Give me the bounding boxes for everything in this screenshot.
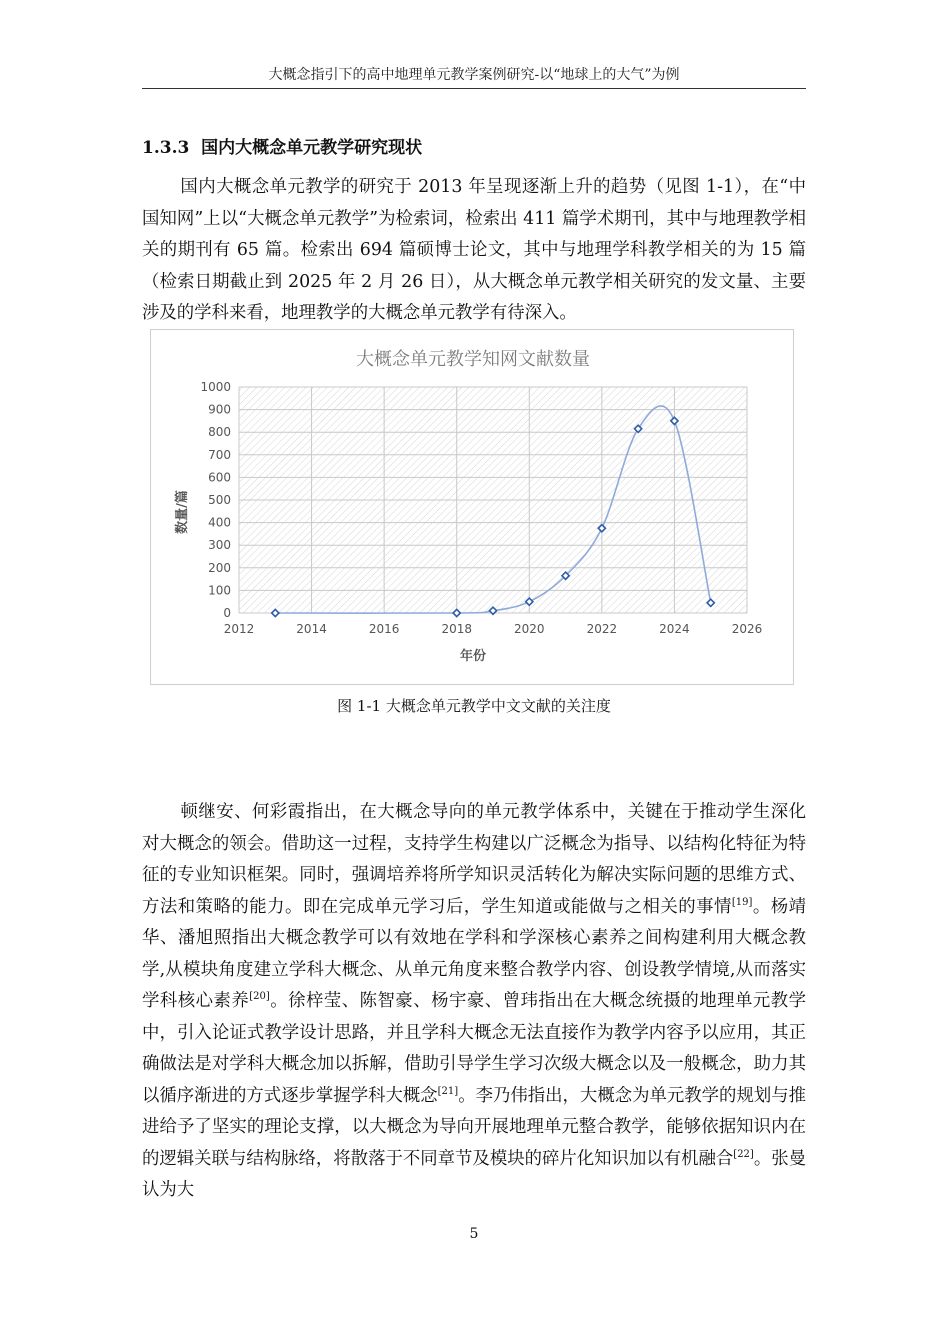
chart (150, 329, 794, 685)
header-rule (142, 88, 806, 89)
y-tick-label: 100 (208, 583, 231, 598)
citation-20: [20] (249, 991, 270, 1003)
y-tick-label: 400 (208, 515, 231, 530)
x-tick-label: 2016 (368, 622, 400, 636)
y-tick-label: 600 (208, 470, 231, 485)
x-tick-label: 2024 (659, 622, 690, 636)
x-tick-label: 2012 (223, 622, 255, 636)
section-heading (142, 133, 422, 158)
paragraph-1 (142, 172, 806, 330)
x-tick-label: 2014 (296, 622, 327, 636)
y-tick-label: 500 (208, 493, 231, 507)
y-tick-label: 800 (208, 425, 231, 440)
x-tick-label: 2022 (586, 622, 618, 636)
x-axis-label: 年份 (459, 649, 487, 664)
chart-svg (151, 330, 795, 686)
y-tick-label: 1000 (200, 380, 231, 394)
section-number: 1.3.3 (142, 138, 190, 158)
page-number: 5 (469, 1226, 479, 1242)
y-tick-label: 0 (223, 606, 231, 620)
paragraph-2-text-c: 。徐梓莹、陈智豪、杨宇豪、曾玮指出在大概念统摄的地理单元教学中，引入论证式教学设计思路，并且学科大概念无法直接作为教学内容予以应用，其正确做法是对学科大概念加以拆解，借助引导学生学习次级大概念以及一般概念，助力其以循序渐进的方式逐步掌握学科大概念 (142, 991, 806, 1106)
chart-title: 大概念单元教学知网文献数量 (356, 349, 590, 370)
running-header: 大概念指引下的高中地理单元教学案例研究-以“地球上的大气”为例 (268, 67, 680, 83)
paragraph-2-text-b: 。杨靖华、潘旭照指出大概念教学可以有效地在学科和学深核心素养之间构建利用大概念教学,从模块角度建立学科大概念、从单元角度来整合教学内容、创设教学情境,从而落实学科核心素养 (142, 896, 806, 1011)
paragraph-2-text-e: 。张曼认为大 (142, 1148, 807, 1200)
citation-21: [21] (437, 1085, 459, 1097)
citation-22: [22] (733, 1148, 754, 1160)
y-tick-label: 200 (208, 560, 231, 575)
y-tick-label: 700 (208, 447, 231, 462)
paragraph-1-text: 国内大概念单元教学的研究于 2013 年呈现逐渐上升的趋势（见图 1-1），在“中国知网”上以“大概念单元教学”为检索词，检索出 411 篇学术期刊，其中与地理教学相关的期刊有 65 篇。检索出 694 篇硕博士论文，其中与地理学科教学相关的为 15 篇（检索日期截止到 2025 年 2 月 26 日），从大概念单元教学相关研究的发文量、主要涉及的学科来看，地理教学的大概念单元教学有待深入。 (142, 177, 806, 323)
x-tick-label: 2018 (441, 622, 472, 636)
paragraph-2 (142, 797, 806, 1207)
x-tick-label: 2026 (731, 622, 763, 636)
section-title: 国内大概念单元教学研究现状 (201, 138, 423, 158)
figure-caption: 图 1-1 大概念单元教学中文文献的关注度 (337, 697, 611, 715)
paragraph-2-text-a: 顿继安、何彩霞指出，在大概念导向的单元教学体系中，关键在于推动学生深化对大概念的领会。借助这一过程，支持学生构建以广泛概念为指导、以结构化特征为特征的专业知识框架。同时，强调培养将所学知识灵活转化为解决实际问题的思维方式、方法和策略的能力。即在完成单元学习后，学生知道或能做与之相关的事情 (142, 802, 806, 917)
y-tick-label: 300 (208, 538, 231, 553)
y-tick-label: 900 (208, 402, 231, 417)
x-tick-label: 2020 (514, 622, 545, 636)
citation-19: [19] (731, 896, 753, 908)
paragraph-2-text-d: 。李乃伟指出，大概念为单元教学的规划与推进给予了坚实的理论支撑，以大概念为导向开展地理单元整合教学，能够依据知识内在的逻辑关联与结构脉络，将散落于不同章节及模块的碎片化知识加以有机融合 (142, 1085, 807, 1169)
y-axis-label: 数量/篇 (175, 490, 190, 534)
